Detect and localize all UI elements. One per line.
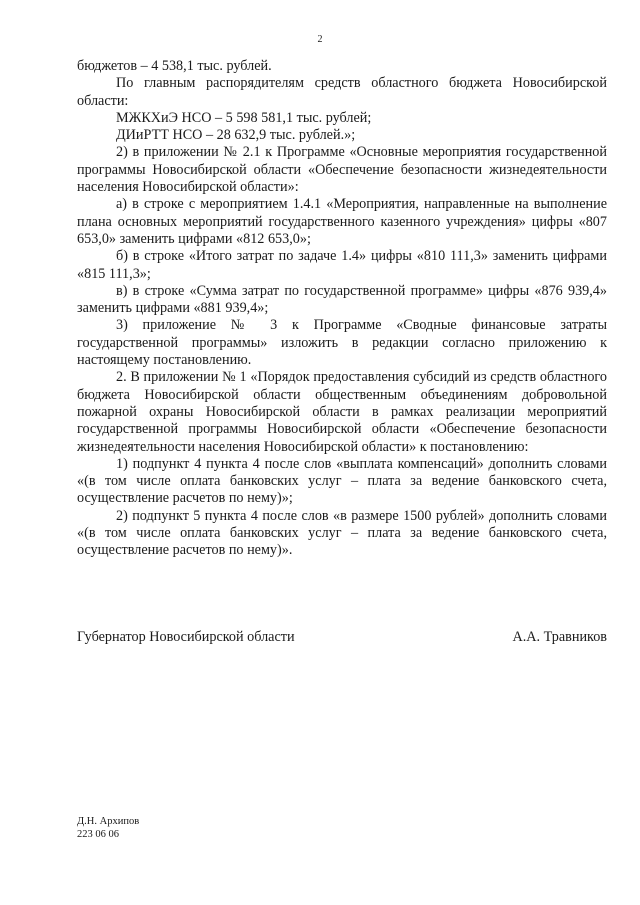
paragraph-appendix-2-1: 2) в приложении № 2.1 к Программе «Основные мероприятия государственной программы Новосибирской области «Обеспечение безопасности жизнедеятельности населения Новосибирской области»:	[77, 144, 607, 196]
paragraph-subitem-4: 1) подпункт 4 пункта 4 после слов «выплата компенсаций» дополнить словами «(в том числе оплата банковских услуг – плата за ведение банковского счета, осуществление расчетов по нему)»;	[77, 455, 607, 507]
paragraph-section-2: 2. В приложении № 1 «Порядок предоставления субсидий из средств областного бюджета Новосибирской области общественным объединениям добровольной пожарной охраны Новосибирской области в рамках реализации мероприятий государственной программы Новосибирской области «Обеспечение безопасности жизнедеятельности населения Новосибирской области» к постановлению:	[77, 369, 607, 455]
signature-block	[77, 629, 607, 646]
executor-name: Д.Н. Архипов	[77, 816, 140, 827]
executor-phone: 223 06 06	[77, 828, 119, 840]
executor-block	[77, 816, 139, 841]
page-number: 2	[317, 34, 323, 45]
paragraph-budget-total-end: бюджетов – 4 538,1 тыс. рублей.	[77, 58, 272, 74]
paragraph-item-b: б) в строке «Итого затрат по задаче 1.4» цифры «810 111,3» заменить цифрами «815 111,3»;	[77, 248, 607, 282]
paragraph-subitem-5: 2) подпункт 5 пункта 4 после слов «в размере 1500 рублей» дополнить словами «(в том числе оплата банковских услуг – плата за ведение банковского счета, осуществление расчетов по нему)».	[77, 507, 607, 559]
document-body	[77, 58, 607, 560]
paragraph-main-distributors: По главным распорядителям средств областного бюджета Новосибирской области:	[77, 75, 607, 109]
paragraph-diirtt: ДИиРТТ НСО – 28 632,9 тыс. рублей.»;	[116, 127, 356, 144]
signatory-position: Губернатор Новосибирской области	[77, 629, 295, 645]
signatory-name: А.А. Травников	[512, 629, 607, 645]
paragraph-item-v: в) в строке «Сумма затрат по государственной программе» цифры «876 939,4» заменить цифрами «881 939,4»;	[77, 282, 607, 317]
paragraph-mzhkhie: МЖКХиЭ НСО – 5 598 581,1 тыс. рублей;	[116, 109, 372, 126]
paragraph-appendix-3: 3) приложение № 3 к Программе «Сводные финансовые затраты государственной программы» изложить в редакции согласно приложению к настоящему постановлению.	[77, 317, 607, 369]
paragraph-item-a: а) в строке с мероприятием 1.4.1 «Мероприятия, направленные на выполнение плана основных мероприятий государственного казенного учреждения» цифры «807 653,0» заменить цифрами «812 653,0»;	[77, 196, 607, 247]
